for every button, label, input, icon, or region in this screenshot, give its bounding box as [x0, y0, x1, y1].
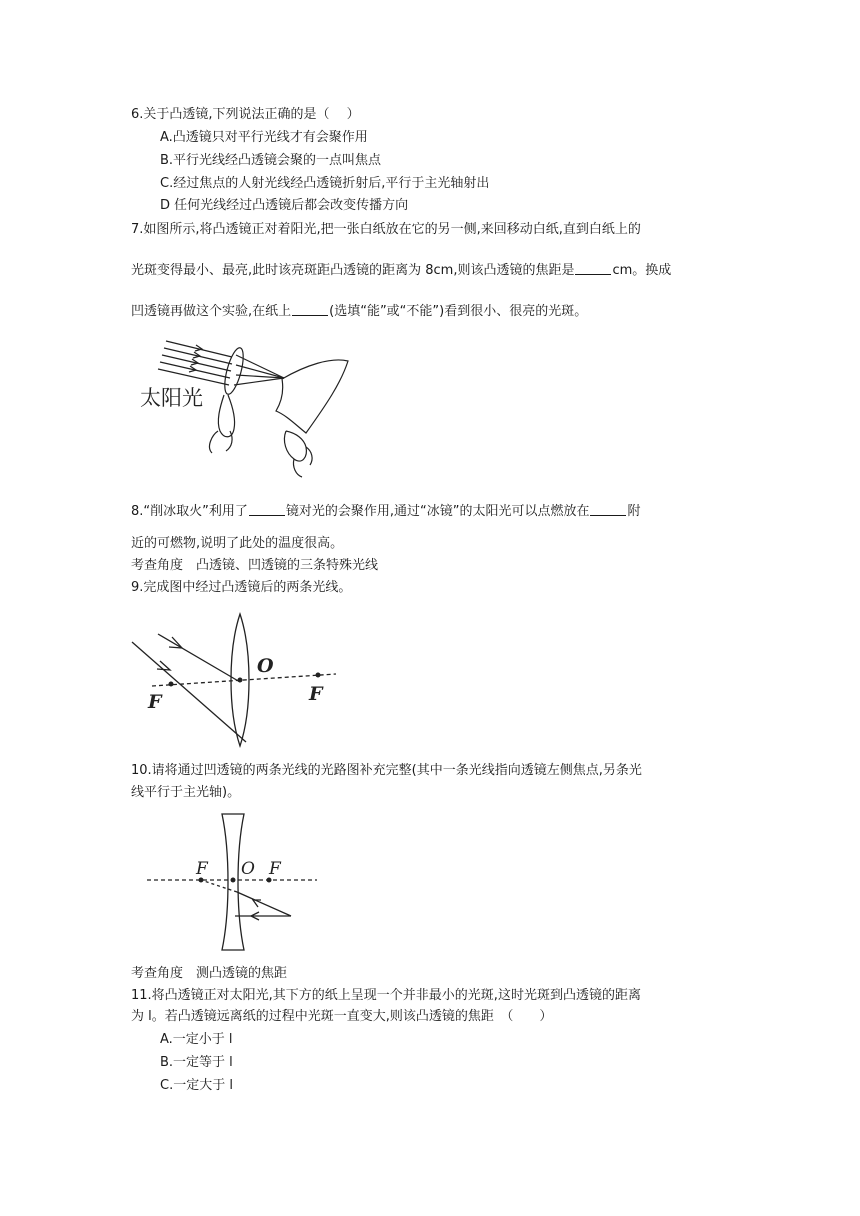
- q8-line1-text-b: 镜对光的会聚作用,通过“冰镜”的太阳光可以点燃放在: [285, 504, 590, 519]
- q11-option-c: C.一定大于 l: [160, 1078, 233, 1093]
- q7-blank-can-cannot: [292, 302, 328, 316]
- q8-line1-text-c: 附: [627, 504, 641, 519]
- q8-line2: 近的可燃物,说明了此处的温度很高。: [131, 536, 344, 551]
- section-title-focal-length: 考查角度 测凸透镜的焦距: [131, 966, 288, 981]
- convex-lens-diagram: [128, 610, 343, 750]
- section-title-special-rays: 考查角度 凸透镜、凹透镜的三条特殊光线: [131, 558, 379, 573]
- label-focus-right: F: [309, 683, 323, 705]
- q9-stem: 9.完成图中经过凸透镜后的两条光线。: [131, 580, 352, 595]
- focus-point-right: [316, 673, 321, 678]
- concave-optical-center-point: [231, 878, 236, 883]
- focus-point-left: [169, 682, 174, 687]
- figure-label-sunlight: 太阳光: [140, 386, 203, 410]
- q6-option-d: D 任何光线经过凸透镜后都会改变传播方向: [160, 198, 409, 213]
- q7-line2-text-b: cm。换成: [612, 263, 672, 278]
- optical-center-point: [238, 678, 243, 683]
- q8-blank-lens-type: [249, 502, 285, 516]
- label-focus-left: F: [148, 691, 162, 713]
- q8-line1: [131, 502, 641, 521]
- q6-option-c: C.经过焦点的人射光线经凸透镜折射后,平行于主光轴射出: [160, 176, 490, 191]
- sunlight-lens-figure: [136, 335, 366, 485]
- concave-label-focus-left: F: [196, 859, 208, 879]
- q7-line3-text-b: (选填“能”或“不能”)看到很小、很亮的光斑。: [329, 304, 588, 319]
- q10-line1: 10.请将通过凹透镜的两条光线的光路图补充完整(其中一条光线指向透镜左侧焦点,另条光: [131, 763, 642, 778]
- q11-option-a: A.一定小于 l: [160, 1032, 233, 1047]
- q11-line2: 为 l。若凸透镜远离纸的过程中光斑一直变大,则该凸透镜的焦距 （ ）: [131, 1009, 553, 1024]
- q8-line1-text-a: 8.“削冰取火”利用了: [131, 504, 248, 519]
- label-center: O: [257, 655, 274, 677]
- q7-line3-text-a: 凹透镜再做这个实验,在纸上: [131, 304, 292, 319]
- q11-option-b: B.一定等于 l: [160, 1055, 233, 1070]
- q7-line2: [131, 261, 671, 280]
- concave-label-focus-right: F: [269, 859, 281, 879]
- q7-line2-text-a: 光斑变得最小、最亮,此时该亮斑距凸透镜的距离为 8cm,则该凸透镜的焦距是: [131, 263, 575, 278]
- q6-option-b: B.平行光线经凸透镜会聚的一点叫焦点: [160, 153, 382, 168]
- q7-blank-focal-length: [575, 261, 611, 275]
- q10-line2: 线平行于主光轴)。: [131, 785, 241, 800]
- q11-line1: 11.将凸透镜正对太阳光,其下方的纸上呈现一个并非最小的光斑,这时光斑到凸透镜的距离: [131, 988, 641, 1003]
- q6-option-a: A.凸透镜只对平行光线才有会聚作用: [160, 130, 368, 145]
- concave-label-center: O: [241, 859, 255, 879]
- q6-stem: 6.关于凸透镜,下列说法正确的是（ ）: [131, 107, 360, 122]
- q7-line3: [131, 302, 587, 321]
- concave-lens-diagram: [143, 812, 323, 952]
- q7-line1: 7.如图所示,将凸透镜正对着阳光,把一张白纸放在它的另一侧,来回移动白纸,直到白纸上的: [131, 222, 641, 237]
- q8-blank-location: [590, 502, 626, 516]
